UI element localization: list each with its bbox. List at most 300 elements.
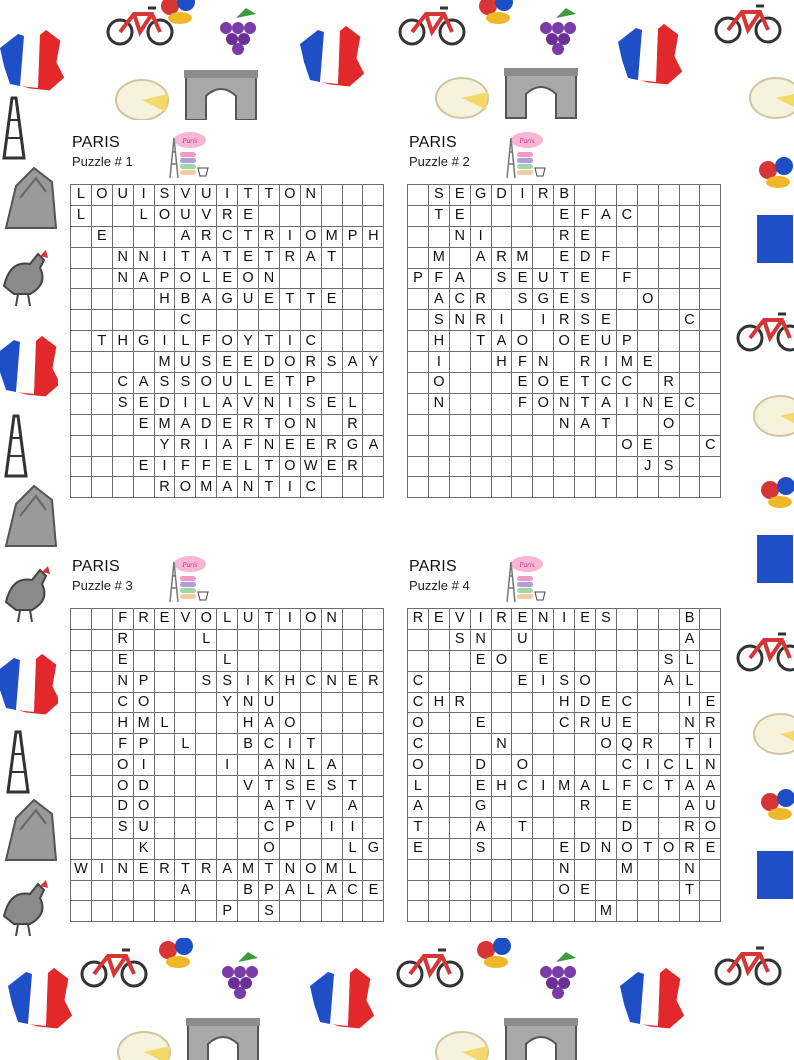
grid-cell — [175, 650, 196, 671]
grid-cell: I — [154, 331, 175, 352]
grid-cell — [491, 393, 512, 414]
grid-cell — [533, 205, 554, 226]
grid-cell — [408, 331, 429, 352]
grid-cell: T — [259, 414, 280, 435]
grid-cell — [700, 477, 721, 498]
grid-cell — [133, 650, 154, 671]
grid-cell: S — [596, 609, 617, 630]
grid-cell: V — [238, 776, 259, 797]
grid-cell — [133, 629, 154, 650]
grid-cell — [342, 650, 363, 671]
grid-cell: I — [91, 859, 112, 880]
grid-cell — [342, 185, 363, 206]
grid-cell: L — [133, 205, 154, 226]
grid-cell — [408, 901, 429, 922]
grid-cell: I — [679, 692, 700, 713]
grid-cell — [679, 331, 700, 352]
grid-cell — [575, 629, 596, 650]
grid-cell: R — [363, 671, 384, 692]
grid-cell: O — [279, 713, 300, 734]
grid-cell — [658, 205, 679, 226]
grid-cell — [154, 880, 175, 901]
grid-cell — [300, 901, 321, 922]
grid-cell — [575, 456, 596, 477]
grid-cell — [408, 185, 429, 206]
grid-cell: O — [658, 838, 679, 859]
grid-cell — [428, 226, 449, 247]
grid-cell: A — [575, 776, 596, 797]
grid-cell — [596, 435, 617, 456]
grid-cell — [321, 734, 342, 755]
grid-cell: A — [679, 776, 700, 797]
grid-cell — [342, 205, 363, 226]
grid-cell: E — [91, 226, 112, 247]
grid-cell — [154, 671, 175, 692]
grid-cell: M — [154, 352, 175, 373]
grid-cell: C — [554, 713, 575, 734]
grid-row — [408, 692, 721, 713]
grid-cell — [449, 859, 470, 880]
grid-cell: E — [217, 352, 238, 373]
grid-cell — [637, 671, 658, 692]
grid-cell: F — [575, 205, 596, 226]
grid-cell: U — [700, 797, 721, 818]
grid-cell — [321, 373, 342, 394]
grid-cell: R — [470, 310, 491, 331]
grid-cell — [533, 247, 554, 268]
grid-cell — [363, 393, 384, 414]
grid-cell — [300, 838, 321, 859]
grid-cell — [175, 838, 196, 859]
grid-cell: I — [217, 185, 238, 206]
grid-cell: U — [175, 352, 196, 373]
grid-cell — [554, 901, 575, 922]
grid-cell — [449, 880, 470, 901]
grid-cell — [342, 331, 363, 352]
grid-cell — [428, 477, 449, 498]
grid-cell: I — [554, 609, 575, 630]
grid-cell: R — [470, 289, 491, 310]
grid-cell — [700, 289, 721, 310]
grid-cell: I — [491, 310, 512, 331]
grid-cell: R — [491, 609, 512, 630]
grid-cell — [449, 456, 470, 477]
grid-cell — [175, 817, 196, 838]
grid-cell — [428, 414, 449, 435]
grid-cell: C — [300, 671, 321, 692]
grid-cell: N — [533, 609, 554, 630]
grid-cell: E — [554, 838, 575, 859]
grid-cell: O — [112, 776, 133, 797]
grid-cell: L — [679, 671, 700, 692]
grid-cell — [154, 226, 175, 247]
grid-cell — [279, 629, 300, 650]
grid-cell: E — [700, 838, 721, 859]
grid-cell: F — [512, 393, 533, 414]
grid-cell: O — [637, 289, 658, 310]
grid-cell: N — [428, 393, 449, 414]
grid-cell: R — [554, 310, 575, 331]
grid-cell — [554, 650, 575, 671]
grid-cell — [91, 671, 112, 692]
grid-cell — [616, 289, 637, 310]
grid-cell: E — [133, 393, 154, 414]
grid-cell: R — [575, 713, 596, 734]
grid-cell — [637, 414, 658, 435]
grid-cell — [491, 838, 512, 859]
grid-cell — [342, 268, 363, 289]
grid-cell: I — [279, 226, 300, 247]
grid-cell — [300, 650, 321, 671]
grid-cell — [658, 247, 679, 268]
grid-cell — [363, 629, 384, 650]
grid-row — [408, 268, 721, 289]
grid-cell: L — [71, 205, 92, 226]
grid-cell: N — [554, 859, 575, 880]
grid-cell — [408, 247, 429, 268]
grid-cell: C — [259, 734, 280, 755]
grid-cell: A — [679, 629, 700, 650]
grid-cell: O — [112, 755, 133, 776]
grid-cell — [91, 776, 112, 797]
sticker-label: Paris — [519, 137, 535, 145]
grid-cell — [658, 629, 679, 650]
grid-cell: U — [217, 373, 238, 394]
grid-cell: R — [321, 435, 342, 456]
grid-cell: K — [259, 671, 280, 692]
grid-cell: C — [616, 692, 637, 713]
grid-cell — [321, 650, 342, 671]
grid-cell: O — [554, 331, 575, 352]
grid-cell — [491, 755, 512, 776]
grid-cell: G — [133, 331, 154, 352]
grid-cell: T — [428, 205, 449, 226]
grid-row — [408, 393, 721, 414]
grid-cell — [637, 310, 658, 331]
grid-cell — [238, 901, 259, 922]
grid-cell: H — [279, 671, 300, 692]
grid-cell: G — [533, 289, 554, 310]
grid-cell: S — [279, 776, 300, 797]
grid-cell — [616, 650, 637, 671]
grid-cell — [428, 650, 449, 671]
grid-cell: O — [616, 435, 637, 456]
grid-cell: I — [637, 755, 658, 776]
grid-cell — [408, 629, 429, 650]
grid-cell — [596, 859, 617, 880]
grid-cell — [175, 671, 196, 692]
grid-cell: M — [616, 859, 637, 880]
grid-row — [408, 247, 721, 268]
grid-cell — [428, 901, 449, 922]
grid-cell — [71, 838, 92, 859]
grid-cell: S — [112, 817, 133, 838]
grid-cell — [491, 226, 512, 247]
grid-cell — [512, 880, 533, 901]
grid-cell: T — [470, 331, 491, 352]
grid-cell — [133, 352, 154, 373]
grid-cell — [71, 609, 92, 630]
grid-cell — [321, 331, 342, 352]
grid-cell — [408, 205, 429, 226]
grid-cell: L — [154, 713, 175, 734]
grid-cell — [363, 414, 384, 435]
grid-cell: A — [259, 755, 280, 776]
grid-cell: N — [300, 185, 321, 206]
grid-cell: E — [554, 247, 575, 268]
grid-cell — [196, 650, 217, 671]
grid-cell — [91, 414, 112, 435]
grid-cell: E — [512, 268, 533, 289]
grid-row — [408, 859, 721, 880]
grid-row — [408, 310, 721, 331]
grid-cell — [658, 797, 679, 818]
grid-cell: R — [175, 435, 196, 456]
grid-cell: E — [658, 393, 679, 414]
grid-cell — [700, 373, 721, 394]
grid-cell: R — [196, 859, 217, 880]
grid-cell — [342, 289, 363, 310]
grid-cell — [300, 268, 321, 289]
grid-cell — [363, 310, 384, 331]
grid-cell — [238, 650, 259, 671]
grid-cell: F — [196, 456, 217, 477]
grid-cell — [554, 797, 575, 818]
grid-cell: R — [342, 414, 363, 435]
grid-cell — [196, 797, 217, 818]
grid-cell — [637, 629, 658, 650]
grid-cell: O — [700, 817, 721, 838]
grid-cell: A — [658, 671, 679, 692]
puzzle-number: Puzzle # 1 — [72, 154, 133, 169]
grid-cell: O — [133, 797, 154, 818]
grid-cell — [408, 650, 429, 671]
macaron-eiffel-sticker-icon — [497, 128, 549, 180]
grid-cell: T — [342, 776, 363, 797]
grid-cell: S — [575, 310, 596, 331]
grid-row — [408, 414, 721, 435]
grid-cell — [512, 713, 533, 734]
grid-cell — [112, 880, 133, 901]
grid-cell — [175, 692, 196, 713]
grid-row — [71, 859, 384, 880]
grid-cell: E — [238, 205, 259, 226]
grid-cell: A — [596, 205, 617, 226]
grid-cell: J — [637, 456, 658, 477]
grid-cell — [700, 247, 721, 268]
grid-cell — [363, 477, 384, 498]
grid-cell — [154, 797, 175, 818]
grid-cell — [279, 268, 300, 289]
grid-cell: I — [533, 310, 554, 331]
grid-cell: A — [470, 817, 491, 838]
grid-cell — [196, 838, 217, 859]
grid-cell — [363, 776, 384, 797]
grid-cell — [658, 435, 679, 456]
grid-cell: H — [491, 776, 512, 797]
grid-cell: O — [196, 609, 217, 630]
grid-cell — [91, 838, 112, 859]
grid-cell: S — [154, 185, 175, 206]
grid-cell — [637, 331, 658, 352]
grid-cell: A — [363, 435, 384, 456]
grid-cell — [700, 609, 721, 630]
grid-cell — [491, 289, 512, 310]
grid-cell — [154, 838, 175, 859]
grid-cell: C — [175, 310, 196, 331]
grid-cell: T — [259, 247, 280, 268]
grid-cell — [112, 456, 133, 477]
grid-cell — [700, 393, 721, 414]
grid-cell — [679, 435, 700, 456]
grid-cell — [217, 797, 238, 818]
grid-cell — [533, 226, 554, 247]
grid-row — [408, 817, 721, 838]
grid-cell: O — [154, 205, 175, 226]
grid-cell — [575, 477, 596, 498]
grid-cell — [700, 268, 721, 289]
grid-cell: O — [512, 331, 533, 352]
grid-cell — [616, 185, 637, 206]
grid-row — [408, 734, 721, 755]
grid-row — [71, 289, 384, 310]
grid-cell — [428, 435, 449, 456]
grid-cell: I — [196, 435, 217, 456]
grid-cell — [679, 289, 700, 310]
grid-cell: O — [408, 713, 429, 734]
grid-cell: S — [217, 671, 238, 692]
grid-cell: D — [112, 797, 133, 818]
grid-cell: A — [259, 797, 280, 818]
grid-cell: E — [575, 226, 596, 247]
grid-cell — [428, 456, 449, 477]
grid-cell: P — [300, 373, 321, 394]
grid-cell — [637, 713, 658, 734]
grid-cell — [512, 477, 533, 498]
grid-cell: H — [112, 331, 133, 352]
grid-cell — [449, 650, 470, 671]
grid-cell: T — [300, 734, 321, 755]
grid-cell — [91, 477, 112, 498]
grid-cell — [491, 817, 512, 838]
grid-cell: G — [470, 185, 491, 206]
grid-cell — [408, 477, 429, 498]
grid-cell — [300, 713, 321, 734]
grid-cell: E — [321, 289, 342, 310]
grid-cell — [470, 456, 491, 477]
grid-cell — [408, 352, 429, 373]
grid-row — [71, 609, 384, 630]
grid-cell — [342, 247, 363, 268]
grid-cell: G — [363, 838, 384, 859]
grid-cell: T — [300, 289, 321, 310]
grid-cell — [342, 477, 363, 498]
grid-cell: I — [133, 755, 154, 776]
grid-cell — [596, 289, 617, 310]
grid-cell — [616, 629, 637, 650]
grid-cell — [575, 650, 596, 671]
grid-cell — [449, 671, 470, 692]
grid-cell: L — [217, 650, 238, 671]
grid-cell — [700, 331, 721, 352]
grid-cell: I — [700, 734, 721, 755]
grid-cell: O — [133, 692, 154, 713]
grid-cell — [154, 817, 175, 838]
grid-cell: D — [133, 776, 154, 797]
grid-cell — [71, 734, 92, 755]
grid-cell: O — [259, 838, 280, 859]
word-search-grid — [407, 608, 721, 922]
grid-cell: L — [175, 331, 196, 352]
grid-cell: N — [238, 692, 259, 713]
grid-cell: R — [154, 477, 175, 498]
grid-cell — [342, 629, 363, 650]
grid-cell — [554, 477, 575, 498]
grid-cell — [428, 734, 449, 755]
grid-cell: L — [217, 609, 238, 630]
grid-cell — [533, 838, 554, 859]
grid-cell: H — [554, 692, 575, 713]
grid-cell: W — [71, 859, 92, 880]
grid-cell — [491, 901, 512, 922]
grid-cell — [217, 776, 238, 797]
grid-cell: O — [175, 477, 196, 498]
grid-cell — [154, 901, 175, 922]
grid-cell: R — [449, 692, 470, 713]
grid-cell: N — [321, 609, 342, 630]
grid-cell — [154, 755, 175, 776]
grid-cell — [575, 859, 596, 880]
grid-cell — [637, 817, 658, 838]
grid-cell: O — [575, 671, 596, 692]
grid-cell — [300, 817, 321, 838]
grid-cell: I — [533, 671, 554, 692]
grid-cell — [196, 817, 217, 838]
grid-cell: S — [175, 373, 196, 394]
grid-cell — [112, 289, 133, 310]
grid-cell — [616, 671, 637, 692]
grid-cell — [658, 352, 679, 373]
grid-cell: K — [133, 838, 154, 859]
word-search-grid — [70, 184, 384, 498]
grid-row — [71, 185, 384, 206]
grid-cell: N — [554, 393, 575, 414]
grid-cell: O — [428, 373, 449, 394]
grid-cell — [616, 226, 637, 247]
grid-cell — [700, 414, 721, 435]
grid-cell — [700, 185, 721, 206]
grid-cell — [91, 629, 112, 650]
grid-cell — [133, 289, 154, 310]
grid-cell — [449, 734, 470, 755]
grid-cell — [679, 185, 700, 206]
grid-cell: R — [154, 859, 175, 880]
grid-cell: D — [491, 185, 512, 206]
grid-cell: A — [217, 477, 238, 498]
grid-cell: R — [575, 352, 596, 373]
grid-cell — [428, 629, 449, 650]
grid-cell: L — [679, 650, 700, 671]
grid-cell — [491, 373, 512, 394]
grid-cell — [533, 734, 554, 755]
grid-cell: E — [217, 268, 238, 289]
grid-cell: L — [408, 776, 429, 797]
grid-cell — [91, 456, 112, 477]
grid-cell: T — [596, 414, 617, 435]
grid-cell: C — [658, 755, 679, 776]
grid-cell — [363, 268, 384, 289]
grid-row — [71, 713, 384, 734]
